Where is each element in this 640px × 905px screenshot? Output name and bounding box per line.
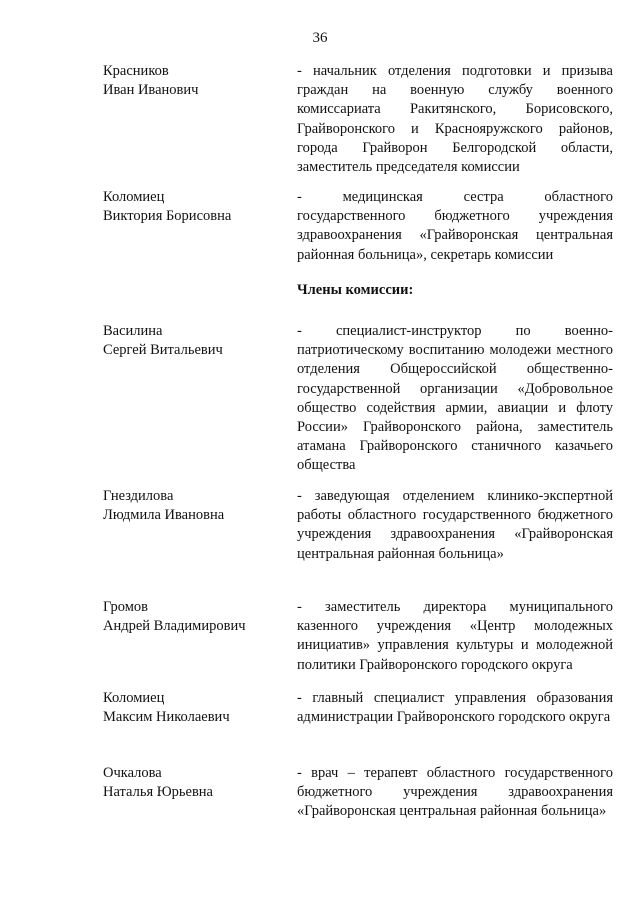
person-role: - врач – терапевт областного государственного бюджетного учреждения здравоохранения «Грайворонская центральная районная больница» (297, 765, 613, 820)
person-name (103, 322, 283, 360)
person-name (103, 62, 283, 100)
given-names: Сергей Витальевич (103, 342, 223, 359)
person-role: - заместитель директора муниципального казенного учреждения «Центр молодежных инициатив» управления культуры и молодежной политики Грайворонского городского округа (297, 599, 613, 673)
person-name (103, 188, 283, 226)
person-role: - специалист-инструктор по военно-патриотическому воспитанию молодежи местного отделения Общероссийской общественно-государственной организации «Добровольное общество содействия армии, авиации и флоту России» Грайворонского района, заместитель атамана Грайворонского станичного казачьего общества (297, 323, 613, 474)
surname: Гнездилова (103, 488, 174, 504)
surname: Красников (103, 63, 169, 79)
person-role: - главный специалист управления образования администрации Грайворонского городского округа (297, 690, 613, 726)
person-name (103, 598, 283, 636)
surname: Очкалова (103, 765, 162, 781)
person-name (103, 689, 283, 727)
person-role: - медицинская сестра областного государственного бюджетного учреждения здравоохранения «Грайворонская центральная районная больница», секретарь комиссии (297, 189, 613, 263)
surname: Коломиец (103, 189, 165, 205)
given-names: Иван Иванович (103, 82, 199, 99)
members-heading: Члены комиссии: (297, 282, 414, 298)
given-names: Андрей Владимирович (103, 618, 246, 635)
surname: Громов (103, 599, 148, 615)
page-number: 36 (312, 30, 328, 46)
given-names: Наталья Юрьевна (103, 784, 213, 801)
given-names: Максим Николаевич (103, 709, 230, 726)
given-names: Людмила Ивановна (103, 507, 225, 524)
person-role: - начальник отделения подготовки и призыва граждан на военную службу военного комиссариата Ракитянского, Борисовского, Грайворонского и Краснояружского районов, города Грайворон Белгородской области, заместитель председателя комиссии (297, 63, 613, 176)
person-name (103, 764, 283, 802)
surname: Коломиец (103, 690, 165, 706)
given-names: Виктория Борисовна (103, 208, 232, 225)
person-role: - заведующая отделением клинико-экспертной работы областного государственного бюджетного учреждения здравоохранения «Грайворонская центральная районная больница» (297, 488, 613, 562)
person-name (103, 487, 283, 525)
surname: Василина (103, 323, 163, 339)
